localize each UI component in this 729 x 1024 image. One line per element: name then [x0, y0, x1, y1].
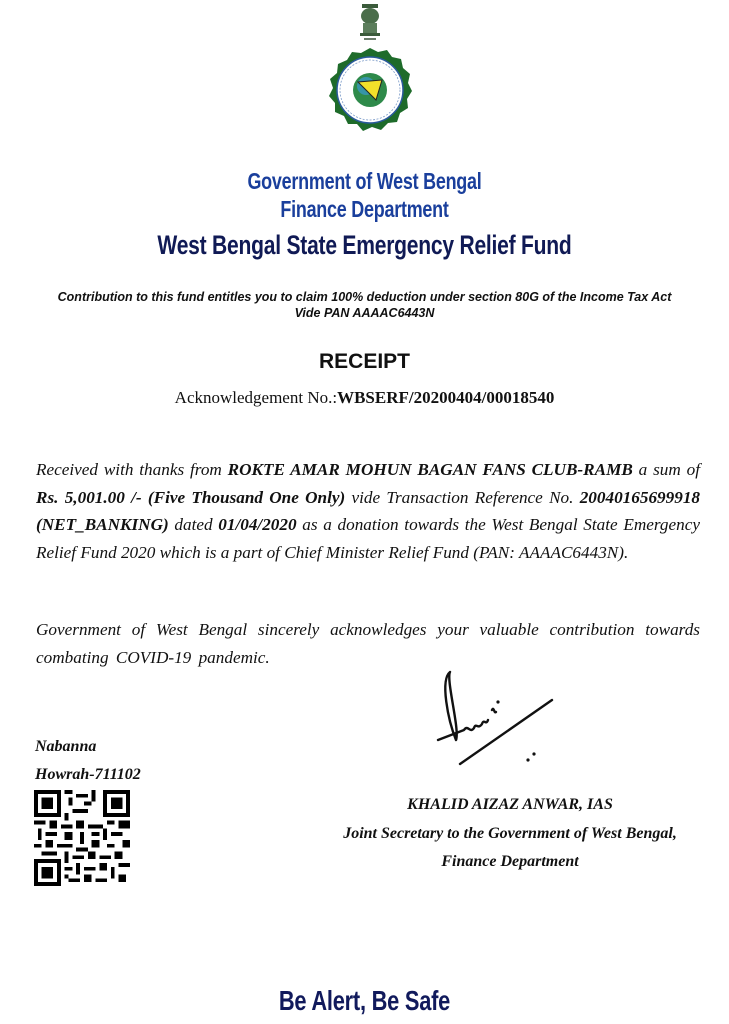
pan-notice: Vide PAN AAAAC6443N	[294, 306, 435, 320]
ack-label: Acknowledgement No.:	[174, 388, 338, 407]
donation-date: 01/04/2020	[218, 515, 297, 534]
body-text: Received with thanks from	[36, 460, 228, 479]
address-line-1: Nabanna	[35, 738, 97, 755]
fund-title: West Bengal State Emergency Relief Fund	[157, 230, 572, 260]
transaction-reference: 20040165699918 (NET_BANKING)	[36, 487, 700, 534]
seal-badge	[329, 48, 412, 131]
footer-slogan: Be Alert, Be Safe	[278, 985, 451, 1016]
body-text: a sum of	[632, 460, 700, 479]
tax-deduction-notice: Contribution to this fund entitles you to claim 100% deduction under section 80G of the Income Tax Act	[57, 290, 672, 304]
receipt-heading: RECEIPT	[318, 350, 410, 373]
body-text: dated	[168, 515, 219, 534]
ashoka-emblem-icon	[360, 4, 380, 40]
government-title: Government of West Bengal	[247, 168, 482, 194]
acknowledgement-line	[0, 388, 729, 408]
ack-number: WBSERF/20200404/00018540	[337, 388, 555, 407]
acknowledgement-paragraph: Government of West Bengal sincerely acknowledges your valuable contribution towards combating COVID-19 pandemic.	[36, 620, 700, 667]
body-text: vide Transaction Reference No.	[345, 487, 580, 507]
signatory-department: Finance Department	[441, 853, 579, 870]
body-text: as a donation towards the West Bengal State Emergency Relief Fund 2020 which is a part of Chief Minister Relief Fund (PAN: AAAAC6443N).	[36, 515, 700, 562]
donation-amount: Rs. 5,001.00 /- (Five Thousand One Only)	[36, 487, 346, 507]
qr-code[interactable]	[34, 790, 130, 886]
department-title: Finance Department	[280, 196, 449, 222]
address-line-2: Howrah-711102	[35, 766, 141, 783]
handwritten-signature	[430, 660, 580, 770]
signatory-title: Joint Secretary to the Government of West Bengal,	[343, 825, 677, 842]
donor-name: ROKTE AMAR MOHUN BAGAN FANS CLUB-RAMB	[227, 460, 633, 479]
receipt-body-paragraph	[36, 456, 700, 566]
west-bengal-seal-emblem	[300, 0, 440, 160]
signatory-name: KHALID AIZAZ ANWAR, IAS	[407, 796, 613, 813]
